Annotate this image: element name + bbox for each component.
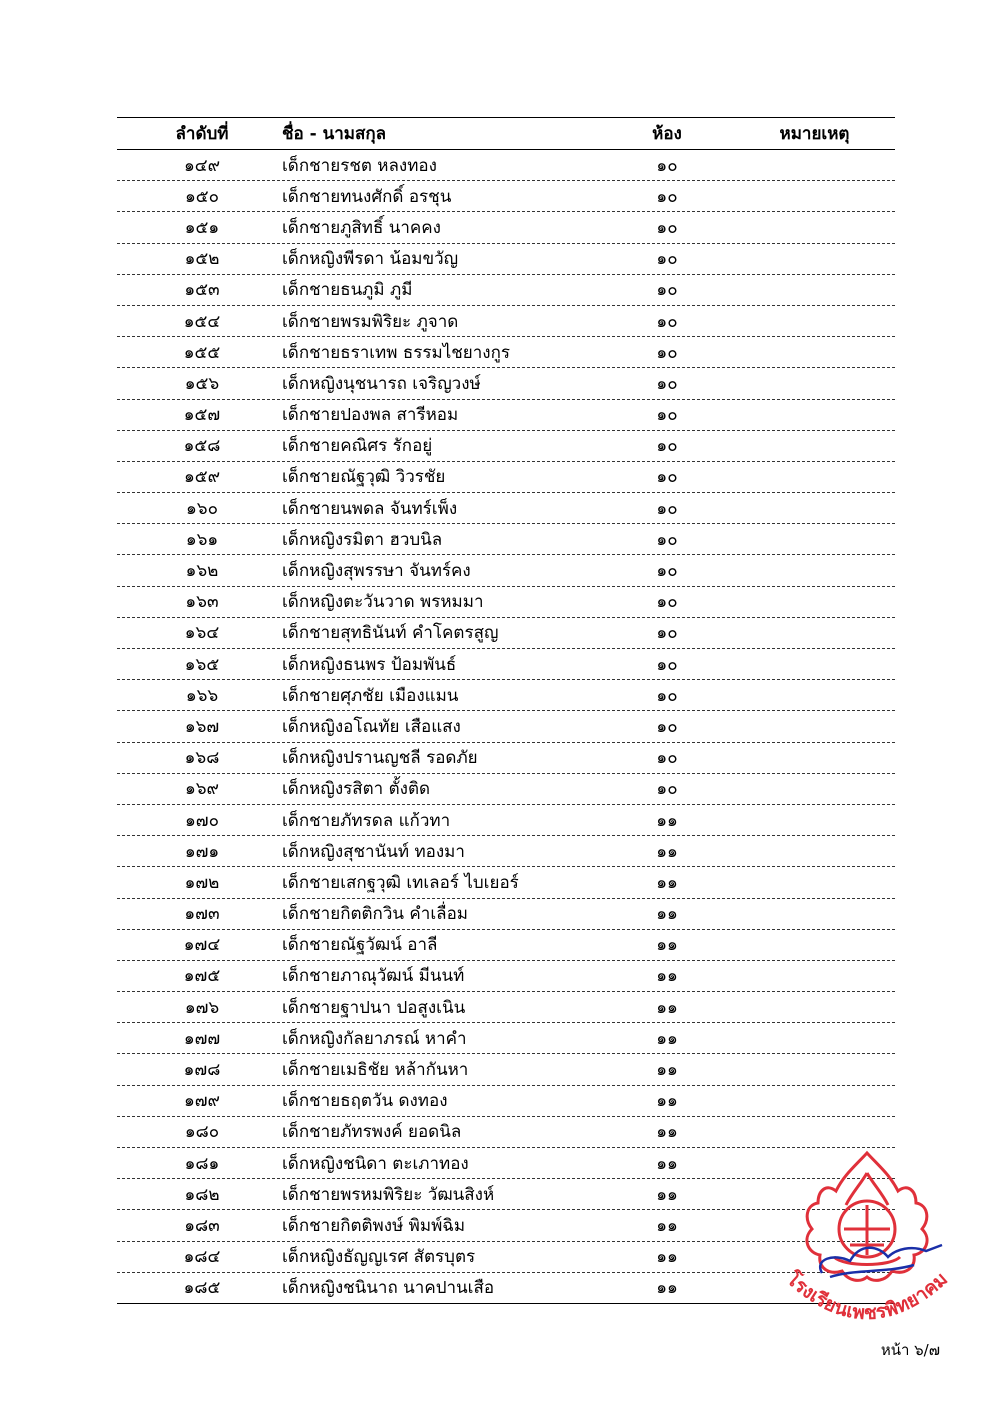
row-name: เด็กหญิงพีรดา น้อมขวัญ xyxy=(282,249,459,270)
row-no: ๑๗๘ xyxy=(183,1060,221,1081)
row-no: ๑๗๐ xyxy=(185,810,219,831)
row-name: เด็กชายกิตติพงษ์ พิมพ์ฉิม xyxy=(282,1215,466,1236)
header-no: ลำดับที่ xyxy=(175,124,229,144)
row-no: ๑๕๔ xyxy=(183,311,221,332)
row-no: ๑๕๙ xyxy=(183,467,221,488)
row-room: ๑๐ xyxy=(656,311,678,332)
row-note xyxy=(752,493,877,523)
row-no: ๑๘๑ xyxy=(184,1153,220,1174)
row-note xyxy=(752,244,877,274)
row-name: เด็กชายฐาปนา ปอสูงเนิน xyxy=(282,997,466,1018)
row-note xyxy=(752,836,877,866)
row-name: เด็กหญิงธัญญเรศ สัตรบุตร xyxy=(282,1247,476,1268)
row-no: ๑๕๗ xyxy=(183,405,221,426)
row-no: ๑๘๒ xyxy=(184,1184,220,1205)
row-no: ๑๔๙ xyxy=(183,155,221,176)
row-room: ๑๑ xyxy=(656,1153,678,1174)
table-row xyxy=(117,462,895,493)
row-no: ๑๖๖ xyxy=(185,685,219,706)
row-room: ๑๐ xyxy=(656,748,678,769)
row-room: ๑๑ xyxy=(656,1122,678,1143)
row-name: เด็กชายภัทรดล แก้วทา xyxy=(282,810,451,831)
table-header-row xyxy=(117,117,895,150)
row-note xyxy=(752,743,877,773)
page-number: หน้า ๖/๗ xyxy=(880,1341,940,1359)
row-room: ๑๑ xyxy=(656,1028,678,1049)
row-room: ๑๐ xyxy=(656,155,678,176)
row-name: เด็กชายทนงศักดิ์ อรชุน xyxy=(282,186,452,207)
row-name: เด็กหญิงตะวันวาด พรหมมา xyxy=(282,592,484,613)
table-row xyxy=(117,1054,895,1085)
row-room: ๑๐ xyxy=(656,249,678,270)
row-no: ๑๖๙ xyxy=(184,779,220,800)
row-room: ๑๑ xyxy=(656,1184,678,1205)
row-note xyxy=(752,1054,877,1084)
row-name: เด็กหญิงกัลยาภรณ์ หาคำ xyxy=(282,1028,467,1049)
row-no: ๑๕๘ xyxy=(183,436,221,457)
row-room: ๑๑ xyxy=(656,810,678,831)
row-no: ๑๕๖ xyxy=(184,373,220,394)
row-no: ๑๗๓ xyxy=(184,904,220,925)
row-room: ๑๑ xyxy=(656,872,678,893)
row-name: เด็กชายณัฐวุฒิ วิวรชัย xyxy=(282,467,446,488)
header-note: หมายเหตุ xyxy=(779,124,850,144)
table-row xyxy=(117,649,895,680)
table-row xyxy=(117,1117,895,1148)
row-room: ๑๐ xyxy=(656,623,678,644)
row-note xyxy=(752,462,877,492)
table-row xyxy=(117,1086,895,1117)
table-row xyxy=(117,774,895,805)
row-name: เด็กชายปองพล สารีหอม xyxy=(282,405,459,426)
table-row xyxy=(117,587,895,618)
table-body xyxy=(117,150,895,1304)
table-row xyxy=(117,431,895,462)
table-row xyxy=(117,711,895,742)
seal-emblem xyxy=(807,1153,927,1280)
row-no: ๑๖๕ xyxy=(184,654,220,675)
row-room: ๑๐ xyxy=(656,716,678,737)
row-room: ๑๐ xyxy=(656,186,678,207)
seal-text: โรงเรียนเพชรพิทยาคม xyxy=(782,1267,952,1325)
row-room: ๑๐ xyxy=(656,654,678,675)
row-note xyxy=(752,212,877,242)
row-no: ๑๗๖ xyxy=(184,997,220,1018)
row-room: ๑๐ xyxy=(656,685,678,706)
row-name: เด็กชายสุทธินันท์ คำโคตรสูญ xyxy=(282,623,499,644)
row-note xyxy=(752,1023,877,1053)
row-note xyxy=(752,867,877,897)
row-note xyxy=(752,930,877,960)
row-room: ๑๐ xyxy=(656,217,678,238)
row-note xyxy=(752,431,877,461)
row-name: เด็กชายธราเทพ ธรรมไชยางกูร xyxy=(282,342,511,363)
header-room: ห้อง xyxy=(652,124,682,144)
row-name: เด็กชายพรมพิริยะ ภูจาด xyxy=(282,311,459,332)
row-note xyxy=(752,961,877,991)
row-name: เด็กหญิงสุพรรษา จันทร์คง xyxy=(282,561,471,582)
row-room: ๑๐ xyxy=(656,529,678,550)
row-room: ๑๑ xyxy=(656,1247,678,1268)
row-room: ๑๐ xyxy=(656,498,678,519)
row-room: ๑๑ xyxy=(656,904,678,925)
row-room: ๑๑ xyxy=(656,935,678,956)
table-row xyxy=(117,337,895,368)
row-name: เด็กชายพรหมพิริยะ วัฒนสิงห์ xyxy=(282,1184,495,1205)
table-row xyxy=(117,244,895,275)
row-no: ๑๖๑ xyxy=(185,529,219,550)
row-room: ๑๐ xyxy=(656,467,678,488)
row-room: ๑๑ xyxy=(656,841,678,862)
table-row xyxy=(117,212,895,243)
table-row xyxy=(117,899,895,930)
row-no: ๑๘๐ xyxy=(184,1122,220,1143)
row-no: ๑๘๕ xyxy=(183,1278,221,1299)
row-name: เด็กชายธฤตวัน ดงทอง xyxy=(282,1091,448,1112)
row-name: เด็กชายภัทรพงค์ ยอดนิล xyxy=(282,1122,462,1143)
row-no: ๑๗๕ xyxy=(183,966,221,987)
table-row xyxy=(117,306,895,337)
row-room: ๑๐ xyxy=(656,405,678,426)
row-name: เด็กหญิงอโณทัย เสือแสง xyxy=(282,716,461,737)
table-row xyxy=(117,930,895,961)
table-row xyxy=(117,524,895,555)
row-room: ๑๑ xyxy=(656,966,678,987)
row-room: ๑๐ xyxy=(656,561,678,582)
row-name: เด็กชายภาณุวัฒน์ มีนนท์ xyxy=(282,966,465,987)
row-note xyxy=(752,618,877,648)
row-room: ๑๐ xyxy=(656,280,678,301)
row-no: ๑๕๐ xyxy=(184,186,220,207)
row-name: เด็กชายศุภชัย เมืองแมน xyxy=(282,685,459,706)
row-room: ๑๑ xyxy=(656,1091,678,1112)
row-no: ๑๖๘ xyxy=(184,748,220,769)
table-row xyxy=(117,867,895,898)
row-no: ๑๘๓ xyxy=(184,1215,220,1236)
row-room: ๑๐ xyxy=(656,342,678,363)
table-row xyxy=(117,961,895,992)
row-no: ๑๕๑ xyxy=(184,217,220,238)
row-room: ๑๑ xyxy=(656,997,678,1018)
table-row xyxy=(117,836,895,867)
row-note xyxy=(752,150,877,180)
row-note xyxy=(752,805,877,835)
row-no: ๑๖๗ xyxy=(184,716,220,737)
row-no: ๑๖๒ xyxy=(185,561,219,582)
row-note xyxy=(752,1117,877,1147)
row-name: เด็กชายคณิศร รักอยู่ xyxy=(282,436,433,457)
table-row xyxy=(117,181,895,212)
table-row xyxy=(117,493,895,524)
row-room: ๑๐ xyxy=(656,779,678,800)
row-room: ๑๑ xyxy=(656,1278,678,1299)
row-note xyxy=(752,555,877,585)
row-note xyxy=(752,992,877,1022)
row-no: ๑๕๕ xyxy=(183,342,221,363)
row-note xyxy=(752,275,877,305)
row-note xyxy=(752,649,877,679)
row-room: ๑๑ xyxy=(656,1060,678,1081)
row-room: ๑๑ xyxy=(656,1215,678,1236)
table-row xyxy=(117,555,895,586)
row-name: เด็กหญิงธนพร ป้อมพันธ์ xyxy=(282,654,457,675)
row-name: เด็กหญิงนุชนารถ เจริญวงษ์ xyxy=(282,373,481,394)
row-note xyxy=(752,711,877,741)
row-name: เด็กหญิงปรานญชลี รอดภัย xyxy=(282,748,478,769)
row-name: เด็กชายกิตติกวิน คำเลื่อม xyxy=(282,904,468,925)
row-name: เด็กชายเสกฐวุฒิ เทเลอร์ ไบเยอร์ xyxy=(282,872,519,893)
row-no: ๑๗๒ xyxy=(184,872,220,893)
row-name: เด็กชายนพดล จันทร์เพ็ง xyxy=(282,498,458,519)
row-note xyxy=(752,899,877,929)
table-row xyxy=(117,680,895,711)
row-no: ๑๕๒ xyxy=(184,249,220,270)
table-row xyxy=(117,992,895,1023)
table-row xyxy=(117,805,895,836)
row-no: ๑๖๓ xyxy=(185,592,219,613)
row-note xyxy=(752,337,877,367)
row-note xyxy=(752,680,877,710)
table-row xyxy=(117,618,895,649)
row-note xyxy=(752,368,877,398)
row-room: ๑๐ xyxy=(656,373,678,394)
row-note xyxy=(752,181,877,211)
row-name: เด็กหญิงชนิดา ตะเภาทอง xyxy=(282,1153,469,1174)
row-note xyxy=(752,400,877,430)
row-note xyxy=(752,587,877,617)
row-no: ๑๗๔ xyxy=(183,935,221,956)
row-no: ๑๗๑ xyxy=(184,841,220,862)
row-note xyxy=(752,524,877,554)
school-seal-stamp xyxy=(774,1145,960,1345)
table-row xyxy=(117,275,895,306)
row-no: ๑๘๔ xyxy=(183,1247,221,1268)
row-no: ๑๖๔ xyxy=(184,623,220,644)
row-note xyxy=(752,774,877,804)
row-name: เด็กหญิงรสิตา ตั้งติด xyxy=(282,779,431,800)
header-name: ชื่อ - นามสกุล xyxy=(282,124,387,144)
row-name: เด็กชายภูสิทธิ์ นาคคง xyxy=(282,217,441,238)
table-row xyxy=(117,1023,895,1054)
row-room: ๑๐ xyxy=(656,592,678,613)
row-note xyxy=(752,306,877,336)
row-name: เด็กหญิงชนินาถ นาคปานเสือ xyxy=(282,1278,495,1299)
row-name: เด็กชายเมธิชัย หล้ากันหา xyxy=(282,1060,469,1081)
table-row xyxy=(117,400,895,431)
table-row xyxy=(117,743,895,774)
row-no: ๑๕๓ xyxy=(184,280,220,301)
row-no: ๑๖๐ xyxy=(186,498,218,519)
row-name: เด็กชายรชต หลงทอง xyxy=(282,155,437,176)
student-list-table xyxy=(117,117,895,1304)
row-name: เด็กชายธนภูมิ ภูมี xyxy=(282,280,413,301)
table-row xyxy=(117,150,895,181)
row-no: ๑๗๗ xyxy=(183,1028,221,1049)
row-no: ๑๗๙ xyxy=(183,1091,221,1112)
row-note xyxy=(752,1086,877,1116)
row-name: เด็กหญิงสุชานันท์ ทองมา xyxy=(282,841,465,862)
table-row xyxy=(117,368,895,399)
row-room: ๑๐ xyxy=(656,436,678,457)
row-name: เด็กหญิงรมิตา ฮวบนิล xyxy=(282,529,443,550)
row-name: เด็กชายณัฐวัฒน์ อาลี xyxy=(282,935,438,956)
